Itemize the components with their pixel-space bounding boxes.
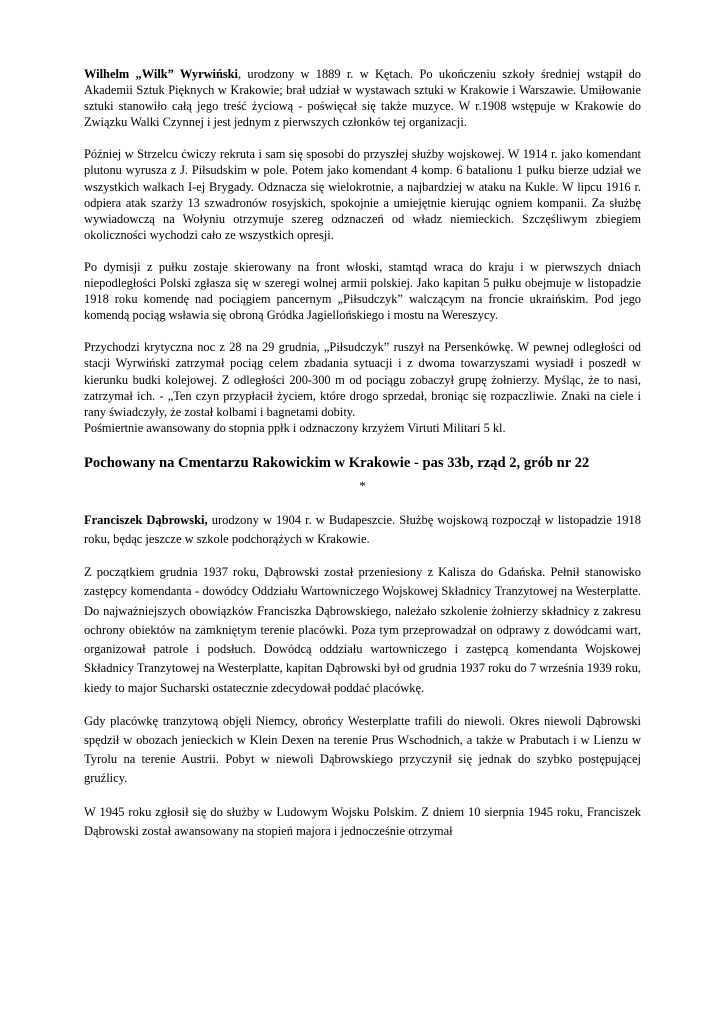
paragraph-night: Przychodzi krytyczna noc z 28 na 29 grudnia, „Piłsudczyk” ruszył na Persenkówkę. W pewnej odległości od stacji Wyrwiński zatrzymał pociąg celem zbadania sytuacji i z dwoma towarzyszami wysiadł i poszedł w kierunku budki kolejowej. Z odległości 200-300 m od pociągu zobaczył grupę żołnierzy. Myśląc, że to nasi, zatrzymał ich. - „Ten czyn przypłacił życiem, które drogo sprzedał, broniąc się rozpaczliwie. Znaki na ciele i rany świadczyły, że został kolbami i bagnetami dobity.: [84, 340, 641, 419]
paragraph-1945: W 1945 roku zgłosił się do służby w Ludowym Wojsku Polskim. Z dniem 10 sierpnia 1945 roku, Franciszek Dąbrowski został awansowany na stopień majora i jednocześnie otrzymał: [84, 804, 641, 838]
paragraph-westerplatte: Z początkiem grudnia 1937 roku, Dąbrowski został przeniesiony z Kalisza do Gdańska. Pełnił stanowisko zastępcy komendanta - dowódcy Oddziału Wartowniczego Wojskowej Składnicy Tranzytowej na Westerplatte. Do najważniejszych obowiązków Franciszka Dąbrowskiego, należało szkolenie żołnierzy składnicy z zakresu ochrony obiektów na zamkniętym terenie placówki. Poza tym przeprowadzał on odprawy z dowódcami wart, organizował patrole i podsłuch. Dowódcą oddziału wartowniczego i zastępcą komendanta Wojskowej Składnicy Tranzytowej na Westerplatte, kapitan Dąbrowski był od grudnia 1937 roku do 7 września 1939 roku, kiedy to major Sucharski ostatecznie zdecydował poddać placówkę.: [84, 565, 641, 695]
paragraph-wyrwinski-intro: [84, 66, 641, 130]
paragraph-front: Po dymisji z pułku zostaje skierowany na front włoski, stamtąd wraca do kraju i w pierwszych dniach niepodległości Polski zgłasza się w szeregi wolnej armii polskiej. Jako kapitan 5 pułku obejmuje w listopadzie 1918 roku komendę nad pociągiem pancernym „Piłsudczyk” walczącym na froncie ukraińskim. Pod jego komendą pociąg wsławia się obroną Gródka Jagiellońskiego i mostu na Wereszycy.: [84, 259, 641, 323]
paragraph-text: , urodzony w 1889 r. w Kętach. Po ukończeniu szkoły średniej wstąpił do Akademii Sztuk Pięknych w Krakowie; brał udział w wystawach sztuki w Krakowie i Warszawie. Umiłowanie sztuki stanowiło całą jego treść życiową - poświęcał się także muzyce. W r.1908 wstępuje w Krakowie do Związku Walki Czynnej i jest jednym z pierwszych członków tej organizacji.: [84, 67, 641, 130]
burial-heading: Pochowany na Cmentarzu Rakowickim w Krakowie - pas 33b, rząd 2, grób nr 22: [84, 454, 590, 471]
paragraph-dabrowski-intro: [84, 511, 641, 549]
section-dabrowski: [84, 511, 641, 841]
paragraph-captivity: Gdy placówkę tranzytową objęli Niemcy, obrońcy Westerplatte trafili do niewoli. Okres niewoli Dąbrowski spędził w obozach jenieckich w Klein Dexen na terenie Prus Wschodnich, a także w Prabutach i w Lienzu w Tyrolu na terenie Austrii. Pobyt w niewoli Dąbrowskiego przyczynił się jednak do szybko postępującej gruźlicy.: [84, 713, 641, 786]
person-name-dabrowski: Franciszek Dąbrowski,: [84, 512, 208, 527]
section-separator: *: [359, 477, 366, 493]
section-wyrwinski: [84, 66, 641, 495]
paragraph-strzelec: Później w Strzelcu ćwiczy rekruta i sam się sposobi do przyszłej służby wojskowej. W 1914 r. jako komendant plutonu wyrusza z J. Piłsudskim w pole. Potem jako komendant 4 komp. 6 batalionu 1 pułku bierze udział we wszystkich walkach I-ej Brygady. Odznacza się wielokrotnie, a najbardziej w ataku na Kukle. W lipcu 1916 r. odpiera atak szarży 13 szwadronów rosyjskich, spokojnie a umiejętnie kierując ogniem kompanii. Za służbę wywiadowczą na Wołyniu otrzymuje szereg odznaczeń od władz niemieckich. Szczęśliwym zbiegiem okoliczności wychodzi cało ze wszystkich opresji.: [84, 147, 641, 242]
person-name-wyrwinski: Wilhelm „Wilk” Wyrwiński: [84, 67, 238, 81]
paragraph-text: urodzony w 1904 r. w Budapeszcie. Służbę wojskową rozpoczął w listopadzie 1918 roku, będąc jeszcze w szkole podchorążych w Krakowie.: [84, 512, 641, 547]
paragraph-posthumous: Pośmiertnie awansowany do stopnia ppłk i odznaczony krzyżem Virtuti Militari 5 kl.: [84, 420, 506, 435]
